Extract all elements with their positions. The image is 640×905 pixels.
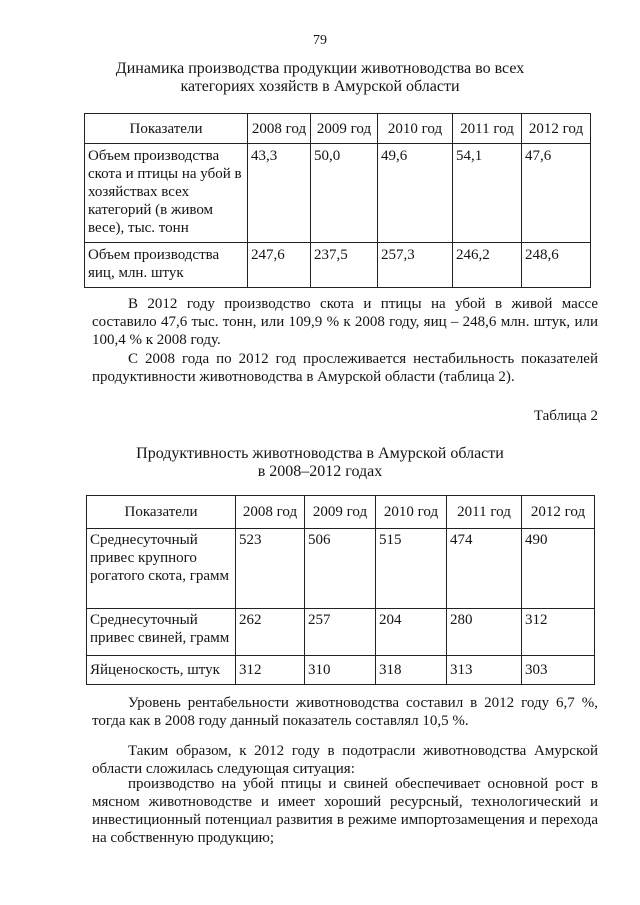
cell-value: 303 (522, 656, 595, 685)
cell-value: 515 (376, 529, 447, 609)
cell-value: 312 (522, 609, 595, 656)
table1-title-line1: Динамика производства продукции животноводства во всех (115, 60, 525, 77)
header-indicators: Показатели (85, 114, 248, 144)
header-2009: 2009 год (305, 496, 376, 529)
table-header-row (85, 114, 591, 144)
cell-value: 248,6 (522, 243, 591, 288)
table2-title (0, 445, 640, 481)
table-header-row (87, 496, 595, 529)
table-row (85, 243, 591, 288)
table2-label: Таблица 2 (533, 408, 598, 424)
table-row (87, 529, 595, 609)
cell-value: 474 (447, 529, 522, 609)
cell-value: 262 (236, 609, 305, 656)
header-2011: 2011 год (447, 496, 522, 529)
header-2012: 2012 год (522, 496, 595, 529)
cell-value: 247,6 (248, 243, 311, 288)
cell-value: 54,1 (453, 144, 522, 243)
cell-value: 47,6 (522, 144, 591, 243)
paragraph-meat-production: производство на убой птицы и свиней обеспечивает основной рост в мясном животноводстве и имеет хороший ресурсный, технологический и инвестиционный потенциал развития в режиме импортозамещения и перехода на собственную продукцию; (92, 776, 598, 846)
cell-value: 257,3 (378, 243, 453, 288)
header-2008: 2008 год (236, 496, 305, 529)
paragraph-production-2012: В 2012 году производство скота и птицы на убой в живой массе составило 47,6 тыс. тонн, или 109,9 % к 2008 году, яиц – 248,6 млн. штук, или 100,4 % к 2008 году. (92, 296, 598, 348)
livestock-production-table (84, 113, 591, 288)
cell-value: 204 (376, 609, 447, 656)
table1-title (0, 60, 640, 96)
table-row (85, 144, 591, 243)
row-label: Среднесуточный привес крупного рогатого скота, грамм (87, 529, 236, 609)
paragraph-instability: С 2008 года по 2012 год прослеживается нестабильность показателей продуктивности животноводства в Амурской области (таблица 2). (92, 351, 598, 385)
header-2010: 2010 год (376, 496, 447, 529)
paragraph-profitability: Уровень рентабельности животноводства составил в 2012 году 6,7 %, тогда как в 2008 году данный показатель составлял 10,5 %. (92, 695, 598, 729)
header-2008: 2008 год (248, 114, 311, 144)
row-label: Объем производства яиц, млн. штук (85, 243, 248, 288)
cell-value: 310 (305, 656, 376, 685)
header-2010: 2010 год (378, 114, 453, 144)
cell-value: 246,2 (453, 243, 522, 288)
header-2012: 2012 год (522, 114, 591, 144)
cell-value: 237,5 (311, 243, 378, 288)
row-label: Яйценоскость, штук (87, 656, 236, 685)
row-label: Среднесуточный привес свиней, грамм (87, 609, 236, 656)
table2-title-line2: в 2008–2012 годах (257, 463, 383, 480)
cell-value: 257 (305, 609, 376, 656)
table2-title-line1: Продуктивность животноводства в Амурской области (136, 445, 504, 462)
cell-value: 43,3 (248, 144, 311, 243)
page-number: 79 (313, 33, 327, 48)
cell-value: 49,6 (378, 144, 453, 243)
row-label: Объем производства скота и птицы на убой в хозяйствах всех категорий (в живом весе), тыс. тонн (85, 144, 248, 243)
cell-value: 50,0 (311, 144, 378, 243)
table-row (87, 656, 595, 685)
cell-value: 312 (236, 656, 305, 685)
livestock-productivity-table (86, 495, 595, 685)
table-row (87, 609, 595, 656)
cell-value: 313 (447, 656, 522, 685)
cell-value: 280 (447, 609, 522, 656)
header-2009: 2009 год (311, 114, 378, 144)
cell-value: 506 (305, 529, 376, 609)
cell-value: 523 (236, 529, 305, 609)
header-indicators: Показатели (87, 496, 236, 529)
paragraph-conclusion-intro: Таким образом, к 2012 году в подотрасли животноводства Амурской области сложилась следующая ситуация: (92, 743, 598, 777)
cell-value: 318 (376, 656, 447, 685)
table1-title-line2: категориях хозяйств в Амурской области (180, 78, 460, 95)
cell-value: 490 (522, 529, 595, 609)
header-2011: 2011 год (453, 114, 522, 144)
